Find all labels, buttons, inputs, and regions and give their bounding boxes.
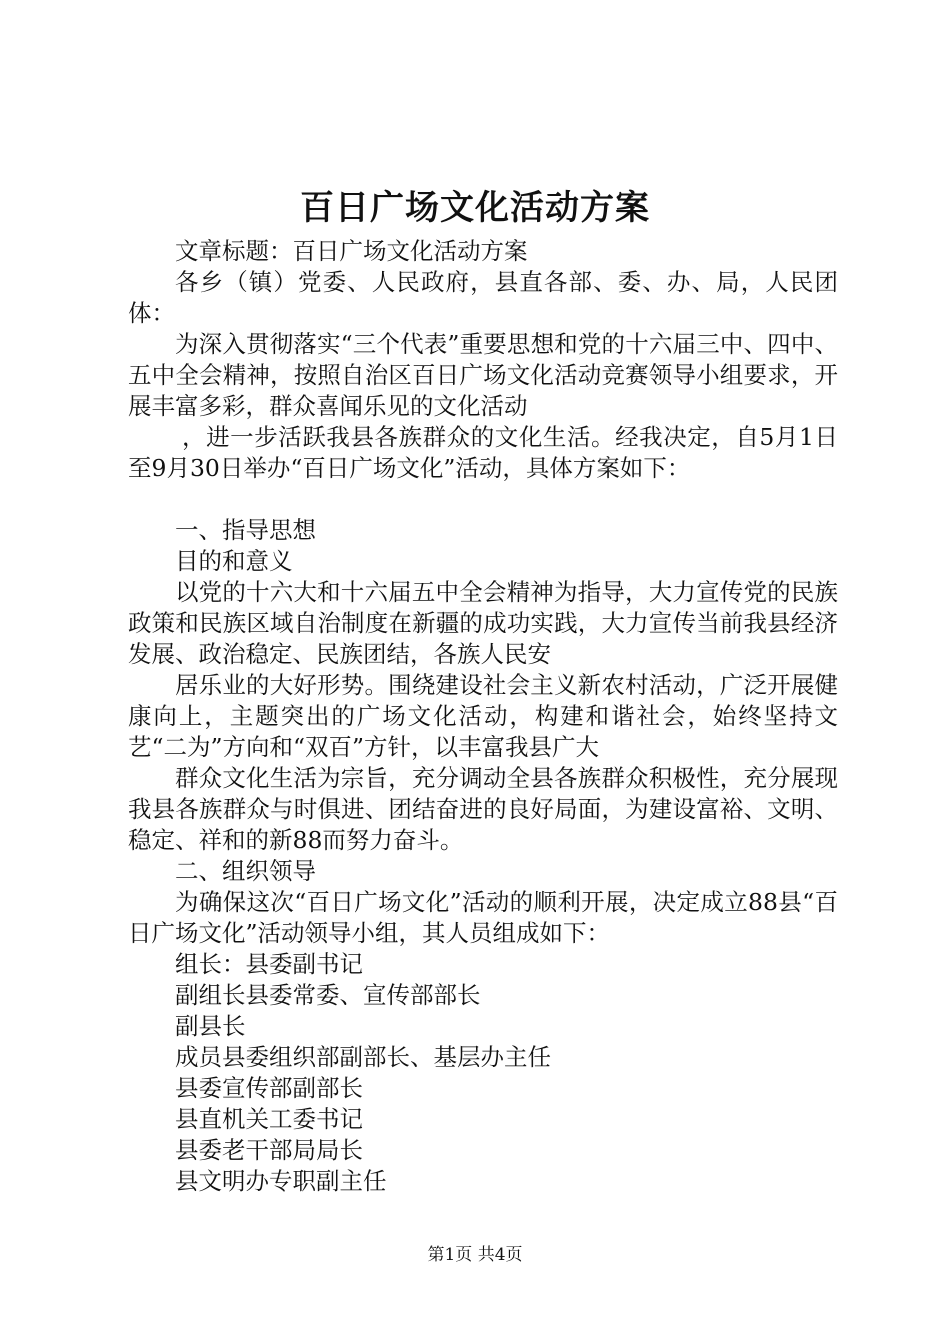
list-item: 副组长县委常委、宣传部部长 xyxy=(175,981,481,1009)
paragraph: 各乡（镇）党委、人民政府，县直各部、委、办、局，人民团体： xyxy=(128,268,838,327)
list-item: 成员县委组织部副部长、基层办主任 xyxy=(175,1043,551,1071)
list-item: 县直机关工委书记 xyxy=(175,1105,363,1133)
paragraph: 为确保这次“百日广场文化”活动的顺利开展，决定成立88县“百日广场文化”活动领导小组，其人员组成如下： xyxy=(128,888,838,947)
section-heading: 一、指导思想 xyxy=(175,516,316,544)
document-title: 百日广场文化活动方案 xyxy=(300,188,650,228)
document-body xyxy=(128,236,838,1197)
page-footer: 第1页 共4页 xyxy=(427,1245,523,1265)
paragraph: 居乐业的大好形势。围绕建设社会主义新农村活动，广泛开展健康向上，主题突出的广场文化活动，构建和谐社会，始终坚持文艺“二为”方向和“双百”方针，以丰富我县广大 xyxy=(128,671,838,761)
paragraph: 目的和意义 xyxy=(175,547,293,575)
list-item: 县文明办专职副主任 xyxy=(175,1167,387,1195)
list-item: 县委宣传部副部长 xyxy=(175,1074,363,1102)
paragraph: 文章标题：百日广场文化活动方案 xyxy=(175,237,528,265)
blank-line xyxy=(128,484,838,515)
list-item: 组长：县委副书记 xyxy=(175,950,363,978)
paragraph: 以党的十六大和十六届五中全会精神为指导，大力宣传党的民族政策和民族区域自治制度在新疆的成功实践，大力宣传当前我县经济发展、政治稳定、民族团结，各族人民安 xyxy=(128,578,838,668)
list-item: 副县长 xyxy=(175,1012,246,1040)
section-heading: 二、组织领导 xyxy=(175,857,316,885)
paragraph: ，进一步活跃我县各族群众的文化生活。经我决定，自5月1日至9月30日举办“百日广场文化”活动，具体方案如下： xyxy=(128,423,838,482)
list-item: 县委老干部局局长 xyxy=(175,1136,363,1164)
paragraph: 为深入贯彻落实“三个代表”重要思想和党的十六届三中、四中、五中全会精神，按照自治区百日广场文化活动竞赛领导小组要求，开展丰富多彩，群众喜闻乐见的文化活动 xyxy=(128,330,838,420)
paragraph: 群众文化生活为宗旨，充分调动全县各族群众积极性，充分展现我县各族群众与时俱进、团结奋进的良好局面，为建设富裕、文明、稳定、祥和的新88而努力奋斗。 xyxy=(128,764,838,854)
